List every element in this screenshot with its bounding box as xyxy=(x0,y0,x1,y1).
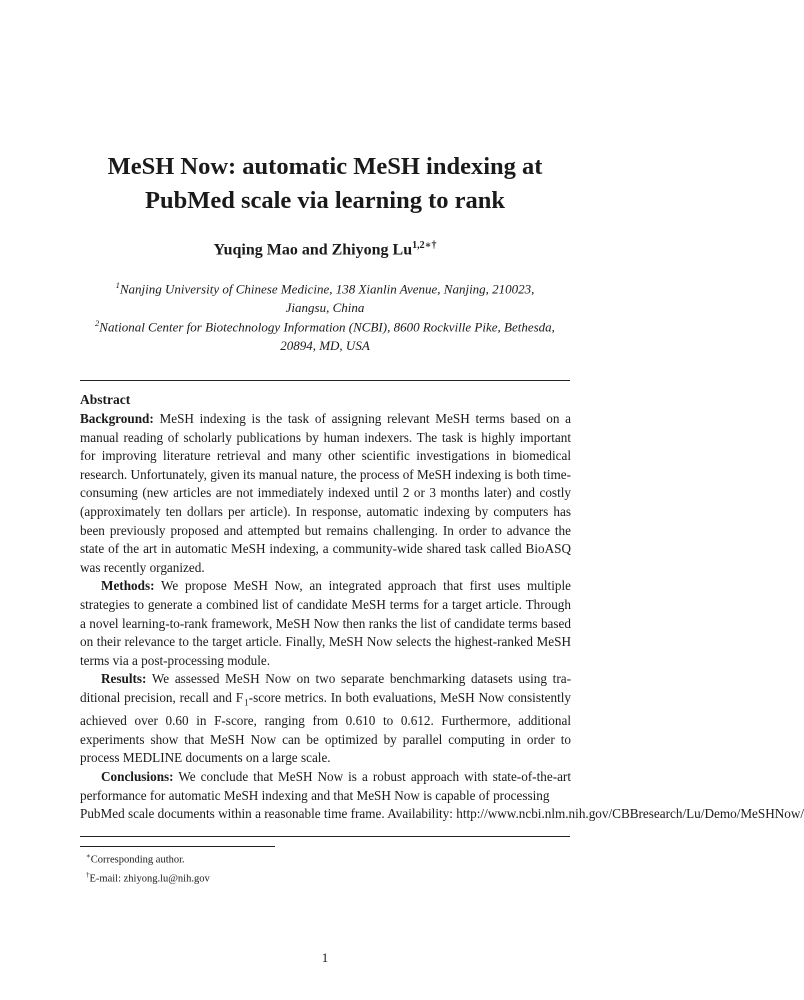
author-list xyxy=(80,240,570,259)
affiliation-2-number: 2 xyxy=(95,318,100,328)
results-subscript: 1 xyxy=(244,697,249,708)
title-line-2: PubMed scale via learning to rank xyxy=(144,187,505,214)
footnote-rule xyxy=(80,846,275,847)
abstract-bottom-rule xyxy=(80,836,570,837)
author-marks: 1,2∗† xyxy=(412,240,437,251)
affiliation-1-line-1: Nanjing University of Chinese Medicine, 138 Xianlin Avenue, Nanjing, 210023, xyxy=(119,281,535,297)
abstract-top-rule xyxy=(80,380,570,381)
background-text: MeSH indexing is the task of assigning relevant MeSH terms based on a manual reading of scholarly publications by human indexers. The task is highly important for improving literature retrieval and many other scientific investigations in biomedical research. Unfortunately, given its manual nature, the process of MeSH indexing is both time-consuming (new articles are not immediately indexed until 2 or 3 months later) and costly (approximately ten dollars per article). In response, automatic indexing by computers has been previously proposed and attempted but remains challenging. In order to advance the state of the art in automatic MeSH indexing, a community-wide shared task called BioASQ was recently organized. xyxy=(80,411,571,575)
affiliation-1-line-2: Jiangsu, China xyxy=(285,300,365,316)
results-text-a: We assessed MeSH Now on two separate benchmarking datasets using traditional precision, recall and F xyxy=(80,671,571,705)
title-line-1: MeSH Now: automatic MeSH indexing at xyxy=(107,153,543,180)
abstract-heading: Abstract xyxy=(80,392,131,407)
paper-title xyxy=(80,150,570,218)
affiliation-1 xyxy=(78,276,572,317)
conclusions-label: Conclusions: xyxy=(101,768,174,784)
footnote-2-text: E-mail: zhiyong.lu@nih.gov xyxy=(89,873,210,884)
affiliation-1-number: 1 xyxy=(115,280,120,290)
methods-label: Methods: xyxy=(101,578,155,594)
abstract-background xyxy=(80,410,571,577)
page-number: 1 xyxy=(321,950,329,965)
affiliation-2-line-2: 20894, MD, USA xyxy=(280,338,370,354)
footnote-1-text: Corresponding author. xyxy=(90,854,185,866)
footnote-2 xyxy=(86,868,210,887)
affiliation-2-line-1: National Center for Biotechnology Information (NCBI), 8600 Rockville Pike, Bethesda, xyxy=(99,319,555,335)
abstract-conclusions xyxy=(80,768,571,805)
abstract-body xyxy=(80,410,804,824)
abstract-methods xyxy=(80,577,571,670)
results-label: Results: xyxy=(101,671,147,687)
footnote-2-mark: † xyxy=(86,870,90,879)
author-names: Yuqing Mao and Zhiyong Lu xyxy=(213,241,413,259)
affiliation-2 xyxy=(78,314,572,355)
methods-text: We propose MeSH Now, an integrated approach that first uses multiple strategies to generate a combined list of candidate MeSH terms for a target article. Through a novel learning-to-rank framework, MeSH Now then ranks the list of candidate terms based on their relevance to the target article. Finally, MeSH Now selects the highest-ranked MeSH terms via a post-processing module. xyxy=(80,578,571,668)
results-text-b: -score metrics. In both evaluations, MeSH Now consistently achieved over 0.60 in F-score, ranging from 0.610 to 0.612. Furthermore, additional experiments show that MeSH Now can be optimized by parallel computing in order to process MEDLINE documents on a large scale. xyxy=(80,689,571,766)
background-label: Background: xyxy=(80,411,154,426)
abstract-results xyxy=(80,670,571,768)
conclusions-availability: PubMed scale documents within a reasonable time frame. Availability: http://www.ncbi.nlm.nih.gov/CBBresearch/Lu/Demo/MeSHNow/ xyxy=(80,806,804,822)
footnotes xyxy=(86,849,210,886)
footnote-1-mark: ∗ xyxy=(86,852,91,860)
footnote-1 xyxy=(86,849,210,868)
conclusions-text: We conclude that MeSH Now is a robust approach with state-of-the-art performance for automatic MeSH indexing and that MeSH Now is capable of processing xyxy=(80,768,571,803)
